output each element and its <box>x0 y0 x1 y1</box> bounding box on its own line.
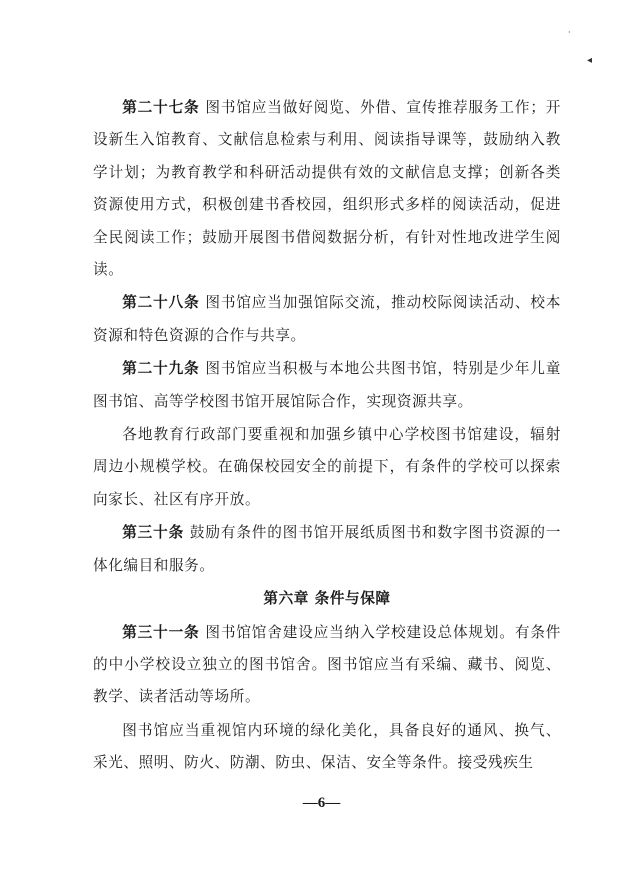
scan-dot-mark: · <box>568 28 571 37</box>
document-body <box>93 92 561 781</box>
article-27 <box>93 92 561 286</box>
page-number: —6— <box>302 795 341 811</box>
article-label: 第二十八条 <box>122 294 200 312</box>
article-29-continued <box>93 419 561 516</box>
article-31-continued <box>93 715 561 780</box>
article-text: 图书馆应当加强馆际交流，推动校际阅读活动、校本资源和特色资源的合作与共享。 <box>93 294 561 344</box>
article-text: 鼓励有条件的图书馆开展纸质图书和数字图书资源的一体化编目和服务。 <box>93 524 562 574</box>
scan-arrow-mark: ◂ <box>587 55 593 66</box>
article-label: 第三十条 <box>122 524 185 542</box>
paragraph-text: 图书馆应当重视馆内环境的绿化美化，具备良好的通风、换气、采光、照明、防火、防潮、防虫、保洁、安全等条件。接受残疾生 <box>93 721 561 772</box>
article-29 <box>93 353 561 418</box>
article-label: 第三十一条 <box>122 623 200 641</box>
article-text: 图书馆应当做好阅览、外借、宣传推荐服务工作；开设新生入馆教育、文献信息检索与利用、阅读指导课等，鼓励纳入教学计划；为教育教学和科研活动提供有效的文献信息支撑；创新各类资源使用方式，积极创建书香校园，组织形式多样的阅读活动，促进全民阅读工作；鼓励开展图书借阅数据分析，有针对性地改进学生阅读。 <box>93 99 561 279</box>
article-label: 第二十九条 <box>122 360 200 378</box>
article-31 <box>93 617 561 714</box>
article-label: 第二十七条 <box>122 99 200 116</box>
article-30 <box>93 517 561 582</box>
article-text: 图书馆馆舍建设应当纳入学校建设总体规划。有条件的中小学校设立独立的图书馆舍。图书馆应当有采编、藏书、阅览、教学、读者活动等场所。 <box>93 623 561 706</box>
article-text: 图书馆应当积极与本地公共图书馆，特别是少年儿童图书馆、高等学校图书馆开展馆际合作，实现资源共享。 <box>93 360 561 410</box>
article-28 <box>93 287 561 352</box>
chapter-title: 第六章 条件与保障 <box>263 590 391 608</box>
paragraph-text: 各地教育行政部门要重视和加强乡镇中心学校图书馆建设，辐射周边小规模学校。在确保校园安全的前提下，有条件的学校可以探索向家长、社区有序开放。 <box>93 426 561 508</box>
